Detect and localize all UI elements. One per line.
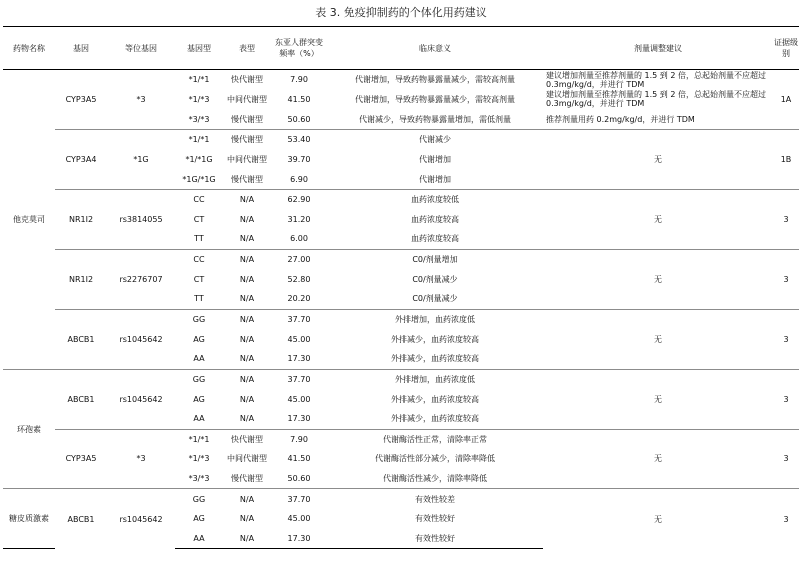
table-row: [3, 129, 799, 149]
genotype-cell: TT: [194, 294, 204, 304]
evidence-cell: 1A: [773, 70, 799, 130]
header-phenotype: 表型: [223, 27, 271, 70]
header-evidence: 证据级别: [773, 27, 799, 70]
clinical-cell: 代谢增加: [419, 174, 451, 184]
evidence-cell: 3: [773, 189, 799, 249]
frequency-cell: 62.90: [271, 189, 327, 209]
gene-cell: NR1I2: [55, 189, 107, 249]
frequency-cell: 52.80: [287, 274, 311, 284]
frequency-cell: 50.60: [287, 474, 311, 484]
genotype-cell: *1/*1: [175, 429, 223, 449]
frequency-cell: 6.90: [290, 174, 308, 184]
clinical-cell: 代谢减少，导致药物暴露量增加，需低剂量: [359, 114, 511, 124]
phenotype-cell: 慢代谢型: [231, 474, 263, 484]
genotype-cell: *1/*3: [188, 454, 210, 464]
genotype-cell: *1/*1: [175, 129, 223, 149]
clinical-cell: C0/剂量减少: [412, 274, 458, 284]
phenotype-cell: N/A: [223, 189, 271, 209]
phenotype-cell: N/A: [239, 414, 255, 424]
phenotype-cell: N/A: [239, 514, 255, 524]
genotype-cell: *1/*3: [188, 94, 210, 104]
table-row: [3, 309, 799, 329]
header-frequency: 东亚人群突变频率（%）: [271, 27, 327, 70]
clinical-cell: 有效性较差: [327, 489, 543, 509]
clinical-cell: 代谢增加: [419, 154, 451, 164]
clinical-cell: 代谢酶活性正常，清除率正常: [327, 429, 543, 449]
allele-cell: rs1045642: [107, 369, 175, 429]
genotype-cell: AA: [193, 354, 205, 364]
frequency-cell: 53.40: [271, 129, 327, 149]
phenotype-cell: 快代谢型: [223, 429, 271, 449]
frequency-cell: 41.50: [287, 454, 311, 464]
genotype-cell: *3/*3: [188, 474, 210, 484]
clinical-cell: 代谢增加，导致药物暴露量减少，需较高剂量: [355, 94, 515, 104]
gene-cell: CYP3A5: [55, 70, 107, 130]
header-gene: 基因: [55, 27, 107, 70]
dose-cell: 无: [543, 429, 773, 489]
dose-cell: 无: [543, 309, 773, 369]
phenotype-cell: N/A: [239, 334, 255, 344]
genotype-cell: AG: [193, 334, 205, 344]
table-row: [3, 189, 799, 209]
frequency-cell: 45.00: [287, 334, 311, 344]
genotype-cell: CC: [175, 189, 223, 209]
phenotype-cell: N/A: [223, 309, 271, 329]
clinical-cell: 血药浓度较高: [411, 214, 459, 224]
gene-cell: CYP3A5: [55, 429, 107, 489]
table-row: [3, 429, 799, 449]
frequency-cell: 39.70: [287, 154, 311, 164]
dose-cell: 无: [543, 189, 773, 249]
genotype-cell: CT: [193, 274, 205, 284]
table-row: [3, 369, 799, 389]
frequency-cell: 17.30: [287, 354, 311, 364]
genotype-cell: *1G/*1G: [182, 174, 216, 184]
gene-cell: ABCB1: [55, 309, 107, 369]
genotype-cell: *1/*1G: [185, 154, 213, 164]
clinical-cell: 外排减少，血药浓度较高: [391, 394, 479, 404]
table-row: [3, 70, 799, 90]
gene-cell: ABCB1: [55, 489, 107, 549]
allele-cell: *3: [107, 70, 175, 130]
phenotype-cell: 慢代谢型: [223, 129, 271, 149]
frequency-cell: 45.00: [287, 514, 311, 524]
frequency-cell: 27.00: [271, 249, 327, 269]
dose-cell: 推荐剂量用药 0.2mg/kg/d，并进行 TDM: [546, 114, 695, 124]
table-row: [3, 249, 799, 269]
table-caption: 表 3. 免疫抑制药的个体化用药建议: [315, 6, 487, 19]
phenotype-cell: 慢代谢型: [231, 174, 263, 184]
frequency-cell: 37.70: [271, 309, 327, 329]
drug-corticosteroid: 糖皮质激素: [3, 489, 55, 549]
genotype-cell: CT: [193, 214, 205, 224]
phenotype-cell: 慢代谢型: [231, 114, 263, 124]
phenotype-cell: N/A: [239, 234, 255, 244]
clinical-cell: 外排增加，血药浓度低: [327, 309, 543, 329]
dose-cell: 无: [543, 129, 773, 189]
phenotype-cell: N/A: [223, 529, 271, 549]
dose-cell: 建议增加剂量至推荐剂量的 1.5 到 2 倍，总起始剂量不应超过 0.3mg/kg/d，并进行 TDM: [543, 70, 773, 90]
frequency-cell: 45.00: [287, 394, 311, 404]
frequency-cell: 50.60: [287, 114, 311, 124]
phenotype-cell: 中间代谢型: [227, 94, 267, 104]
genotype-cell: GG: [175, 489, 223, 509]
frequency-cell: 17.30: [287, 414, 311, 424]
genotype-cell: AG: [193, 514, 205, 524]
dose-cell: 无: [543, 369, 773, 429]
clinical-cell: 有效性较好: [327, 529, 543, 549]
drug-tacrolimus: 他克莫司: [3, 70, 55, 370]
clinical-cell: 代谢酶活性减少，清除率降低: [383, 474, 487, 484]
phenotype-cell: N/A: [239, 274, 255, 284]
allele-cell: rs1045642: [107, 489, 175, 549]
phenotype-cell: N/A: [239, 394, 255, 404]
clinical-cell: 外排减少，血药浓度较高: [391, 334, 479, 344]
dose-cell: 无: [543, 489, 773, 549]
phenotype-cell: 中间代谢型: [227, 154, 267, 164]
allele-cell: rs3814055: [107, 189, 175, 249]
genotype-cell: GG: [175, 369, 223, 389]
clinical-cell: 外排增加，血药浓度低: [327, 369, 543, 389]
clinical-cell: 有效性较好: [415, 514, 455, 524]
frequency-cell: 31.20: [287, 214, 311, 224]
clinical-cell: C0/剂量减少: [412, 294, 458, 304]
allele-cell: rs2276707: [107, 249, 175, 309]
frequency-cell: 17.30: [271, 529, 327, 549]
clinical-cell: 血药浓度较高: [411, 234, 459, 244]
allele-cell: *1G: [107, 129, 175, 189]
clinical-cell: C0/剂量增加: [327, 249, 543, 269]
frequency-cell: 37.70: [271, 369, 327, 389]
header-dose: 剂量调整建议: [543, 27, 773, 70]
clinical-cell: 血药浓度较低: [327, 189, 543, 209]
header-row: [3, 27, 799, 70]
allele-cell: rs1045642: [107, 309, 175, 369]
evidence-cell: 3: [773, 429, 799, 489]
gene-cell: NR1I2: [55, 249, 107, 309]
phenotype-cell: N/A: [223, 489, 271, 509]
phenotype-cell: 中间代谢型: [227, 454, 267, 464]
phenotype-cell: N/A: [223, 249, 271, 269]
dose-cell: 建议增加剂量至推荐剂量的 1.5 到 2 倍，总起始剂量不应超过 0.3mg/kg/d，并进行 TDM: [546, 90, 766, 109]
dose-cell: 无: [543, 249, 773, 309]
genotype-cell: TT: [194, 234, 204, 244]
header-genotype: 基因型: [175, 27, 223, 70]
genotype-cell: AG: [193, 394, 205, 404]
frequency-cell: 7.90: [271, 70, 327, 90]
clinical-cell: 代谢增加，导致药物暴露量减少，需较高剂量: [327, 70, 543, 90]
frequency-cell: 6.00: [290, 234, 308, 244]
phenotype-cell: N/A: [223, 369, 271, 389]
phenotype-cell: N/A: [239, 294, 255, 304]
clinical-cell: 代谢酶活性部分减少，清除率降低: [375, 454, 495, 464]
header-allele: 等位基因: [107, 27, 175, 70]
phenotype-cell: N/A: [239, 214, 255, 224]
evidence-cell: 3: [773, 309, 799, 369]
evidence-cell: 3: [773, 249, 799, 309]
evidence-cell: 1B: [773, 129, 799, 189]
gene-cell: ABCB1: [55, 369, 107, 429]
header-drug: 药物名称: [3, 27, 55, 70]
recommendation-table: [3, 26, 799, 549]
clinical-cell: 外排减少，血药浓度较高: [391, 354, 479, 364]
header-clinical: 临床意义: [327, 27, 543, 70]
frequency-cell: 20.20: [287, 294, 311, 304]
phenotype-cell: N/A: [239, 354, 255, 364]
frequency-cell: 37.70: [271, 489, 327, 509]
frequency-cell: 7.90: [271, 429, 327, 449]
genotype-cell: AA: [193, 414, 205, 424]
genotype-cell: CC: [175, 249, 223, 269]
phenotype-cell: 快代谢型: [223, 70, 271, 90]
clinical-cell: 代谢减少: [327, 129, 543, 149]
genotype-cell: GG: [175, 309, 223, 329]
evidence-cell: 3: [773, 489, 799, 549]
genotype-cell: *3/*3: [188, 114, 210, 124]
frequency-cell: 41.50: [287, 94, 311, 104]
clinical-cell: 外排减少，血药浓度较高: [391, 414, 479, 424]
drug-cyclosporine: 环孢素: [3, 369, 55, 489]
genotype-cell: AA: [175, 529, 223, 549]
genotype-cell: *1/*1: [175, 70, 223, 90]
table-row: [3, 489, 799, 509]
gene-cell: CYP3A4: [55, 129, 107, 189]
evidence-cell: 3: [773, 369, 799, 429]
allele-cell: *3: [107, 429, 175, 489]
